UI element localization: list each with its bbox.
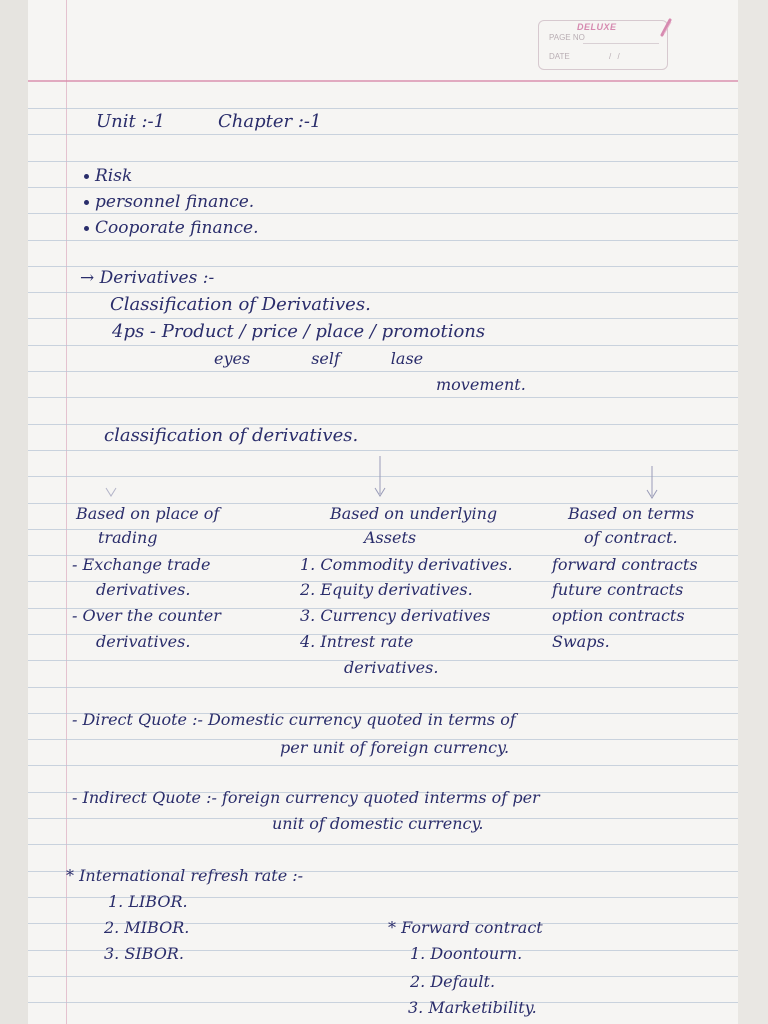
right-arrow-icon: → xyxy=(80,268,100,288)
col3-item: Swaps. xyxy=(552,632,610,651)
derivatives-title: → Derivatives :- xyxy=(80,268,215,288)
col2-heading-2: Assets xyxy=(364,528,417,547)
ruled-line xyxy=(28,134,738,135)
ruled-line xyxy=(28,318,738,319)
page-number-stamp xyxy=(538,20,668,70)
col1-item: - Exchange trade xyxy=(72,555,211,574)
classification-title: classification of derivatives. xyxy=(104,425,359,446)
indirect-quote-line: unit of domestic currency. xyxy=(272,814,484,833)
col1-heading: Based on place of xyxy=(76,504,220,523)
forward-contract-item: 2. Default. xyxy=(410,972,496,991)
ruled-line xyxy=(28,976,738,977)
col2-heading: Based on underlying xyxy=(330,504,498,523)
forward-contract-item: 1. Doontourn. xyxy=(410,944,523,963)
col2-item: derivatives. xyxy=(344,658,439,677)
down-arrow-icon xyxy=(104,484,118,498)
refresh-rate-item: 2. MIBOR. xyxy=(104,918,190,937)
col3-item: future contracts xyxy=(552,580,684,599)
indirect-quote-line: - Indirect Quote :- foreign currency quoted interms of per xyxy=(72,788,540,807)
classification-line: Classification of Derivatives. xyxy=(110,294,371,315)
col3-heading-2: of contract. xyxy=(584,528,678,547)
ruled-line xyxy=(28,240,738,241)
ruled-line xyxy=(28,345,738,346)
bullet-item: Cooporate finance. xyxy=(84,218,259,238)
four-ps-line: 4ps - Product / price / place / promotions xyxy=(112,321,486,342)
col2-item: 2. Equity derivatives. xyxy=(300,580,473,599)
four-ps-sub: eyes self lase xyxy=(214,349,424,368)
pen-icon xyxy=(659,17,673,37)
col1-item: derivatives. xyxy=(96,580,191,599)
ruled-line xyxy=(28,450,738,451)
bullet-dot-icon xyxy=(84,226,89,231)
col2-item: 3. Currency derivatives xyxy=(300,606,491,625)
ruled-line xyxy=(28,687,738,688)
ruled-line xyxy=(28,213,738,214)
ruled-line xyxy=(28,292,738,293)
bullet-dot-icon xyxy=(84,200,89,205)
stamp-page-line xyxy=(583,43,659,44)
movement-word: movement. xyxy=(436,375,526,394)
col3-heading: Based on terms xyxy=(568,504,695,523)
refresh-rate-item: 3. SIBOR. xyxy=(104,944,184,963)
down-arrow-icon xyxy=(645,466,659,500)
ruled-line xyxy=(28,108,738,109)
direct-quote-line: per unit of foreign currency. xyxy=(280,738,510,757)
stamp-page-no: PAGE NO xyxy=(549,33,585,42)
col1-item: - Over the counter xyxy=(72,606,221,625)
bullet-item: Risk xyxy=(84,166,132,186)
bullet-dot-icon xyxy=(84,174,89,179)
ruled-line xyxy=(28,844,738,845)
stamp-brand: DELUXE xyxy=(577,22,617,32)
forward-contract-title: * Forward contract xyxy=(388,918,543,937)
col1-heading-2: trading xyxy=(98,528,158,547)
ruled-line xyxy=(28,397,738,398)
bullet-item: personnel finance. xyxy=(84,192,254,212)
refresh-rate-title: * International refresh rate :- xyxy=(66,866,304,885)
refresh-rate-item: 1. LIBOR. xyxy=(108,892,188,911)
col3-item: forward contracts xyxy=(552,555,698,574)
col2-item: 4. Intrest rate xyxy=(300,632,414,651)
header-rule xyxy=(28,80,738,82)
col3-item: option contracts xyxy=(552,606,685,625)
page-right-edge xyxy=(738,0,768,1024)
down-arrow-icon xyxy=(373,456,387,498)
stamp-date: DATE xyxy=(549,52,570,61)
ruled-line xyxy=(28,765,738,766)
ruled-line xyxy=(28,187,738,188)
page-left-edge xyxy=(0,0,28,1024)
unit-heading: Unit :-1 xyxy=(96,111,166,132)
col1-item: derivatives. xyxy=(96,632,191,651)
col2-item: 1. Commodity derivatives. xyxy=(300,555,513,574)
direct-quote-line: - Direct Quote :- Domestic currency quoted in terms of xyxy=(72,710,516,729)
stamp-date-slashes: / / xyxy=(609,52,622,61)
chapter-heading: Chapter :-1 xyxy=(218,111,322,132)
ruled-line xyxy=(28,371,738,372)
ruled-line xyxy=(28,266,738,267)
ruled-line xyxy=(28,161,738,162)
ruled-line xyxy=(28,1002,738,1003)
forward-contract-item: 3. Marketibility. xyxy=(408,998,537,1017)
